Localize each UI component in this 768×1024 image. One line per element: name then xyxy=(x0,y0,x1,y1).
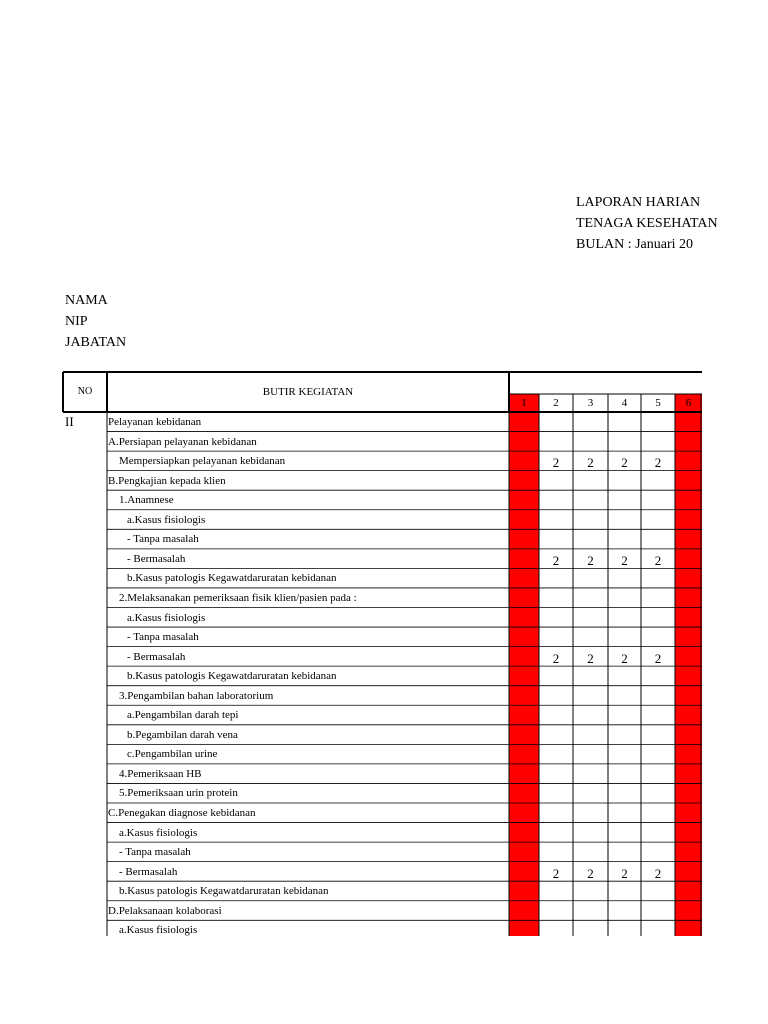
day-value: 2 xyxy=(587,865,594,881)
activity-label: a.Kasus fisiologis xyxy=(119,924,198,937)
day-value: 2 xyxy=(621,865,628,881)
day-value: 2 xyxy=(621,455,628,471)
activity-label: A.Persiapan pelayanan kebidanan xyxy=(108,435,257,448)
activity-label: D.Pelaksanaan kolaborasi xyxy=(108,904,222,917)
day-value: 2 xyxy=(587,552,594,568)
activity-label: - Tanpa masalah xyxy=(127,631,199,644)
day-number-2: 2 xyxy=(553,397,559,409)
activity-label: - Bermasalah xyxy=(119,865,178,878)
day-number-4: 4 xyxy=(621,397,628,409)
activity-label: - Bermasalah xyxy=(127,650,186,663)
day-number-5: 5 xyxy=(655,397,661,409)
day-number-1: 1 xyxy=(521,397,527,409)
nip-label: NIP xyxy=(65,314,88,329)
day-value: 2 xyxy=(654,552,662,568)
day-number-3: 3 xyxy=(587,397,594,409)
red-day-column xyxy=(509,394,539,936)
report-title: LAPORAN HARIAN xyxy=(576,195,701,210)
day-value: 2 xyxy=(621,552,628,568)
activity-label: B.Pengkajian kepada klien xyxy=(108,474,226,487)
activity-label: 5.Pemeriksaan urin protein xyxy=(119,787,238,800)
day-value: 2 xyxy=(654,865,662,881)
day-value: 2 xyxy=(621,650,628,666)
activity-label: c.Pengambilan urine xyxy=(127,748,218,761)
activity-label: a.Kasus fisiologis xyxy=(127,513,206,526)
activity-label: 1.Anamnese xyxy=(119,494,174,507)
day-value: 2 xyxy=(587,650,594,666)
day-value: 2 xyxy=(552,650,560,666)
position-label: JABATAN xyxy=(65,335,127,350)
activity-label: b.Pegambilan darah vena xyxy=(127,728,238,741)
red-day-column xyxy=(675,394,702,936)
activity-header: BUTIR KEGIATAN xyxy=(262,386,354,398)
activity-label: a.Pengambilan darah tepi xyxy=(127,709,239,722)
activity-label: Pelayanan kebidanan xyxy=(108,416,202,428)
day-value: 2 xyxy=(552,455,560,471)
activity-label: 3.Pengambilan bahan laboratorium xyxy=(119,689,274,702)
activity-label: - Tanpa masalah xyxy=(127,533,199,546)
activity-label: a.Kasus fisiologis xyxy=(127,611,206,624)
report-month: BULAN : Januari 20 xyxy=(576,237,694,252)
no-header: NO xyxy=(77,386,93,397)
activity-label: - Tanpa masalah xyxy=(119,846,191,859)
activity-label: C.Penegakan diagnose kebidanan xyxy=(108,807,256,819)
day-value: 2 xyxy=(552,552,560,568)
day-value: 2 xyxy=(654,455,662,471)
activity-label: 2.Melaksanakan pemeriksaan fisik klien/pasien pada : xyxy=(119,591,357,604)
activity-label: - Bermasalah xyxy=(127,552,186,565)
day-value: 2 xyxy=(552,865,560,881)
day-value: 2 xyxy=(587,455,594,471)
name-label: NAMA xyxy=(65,293,108,308)
activity-label: a.Kasus fisiologis xyxy=(119,826,198,839)
activity-label: 4.Pemeriksaan HB xyxy=(119,767,202,780)
report-subtitle: TENAGA KESEHATAN xyxy=(576,216,718,231)
activity-label: b.Kasus patologis Kegawatdaruratan kebidanan xyxy=(127,572,337,585)
day-number-6: 6 xyxy=(685,397,692,409)
activity-label: Mempersiapkan pelayanan kebidanan xyxy=(119,455,286,468)
row-number: II xyxy=(65,414,74,429)
day-value: 2 xyxy=(654,650,662,666)
activity-label: b.Kasus patologis Kegawatdaruratan kebidanan xyxy=(127,670,337,683)
activity-label: b.Kasus patologis Kegawatdaruratan kebidanan xyxy=(119,885,329,898)
